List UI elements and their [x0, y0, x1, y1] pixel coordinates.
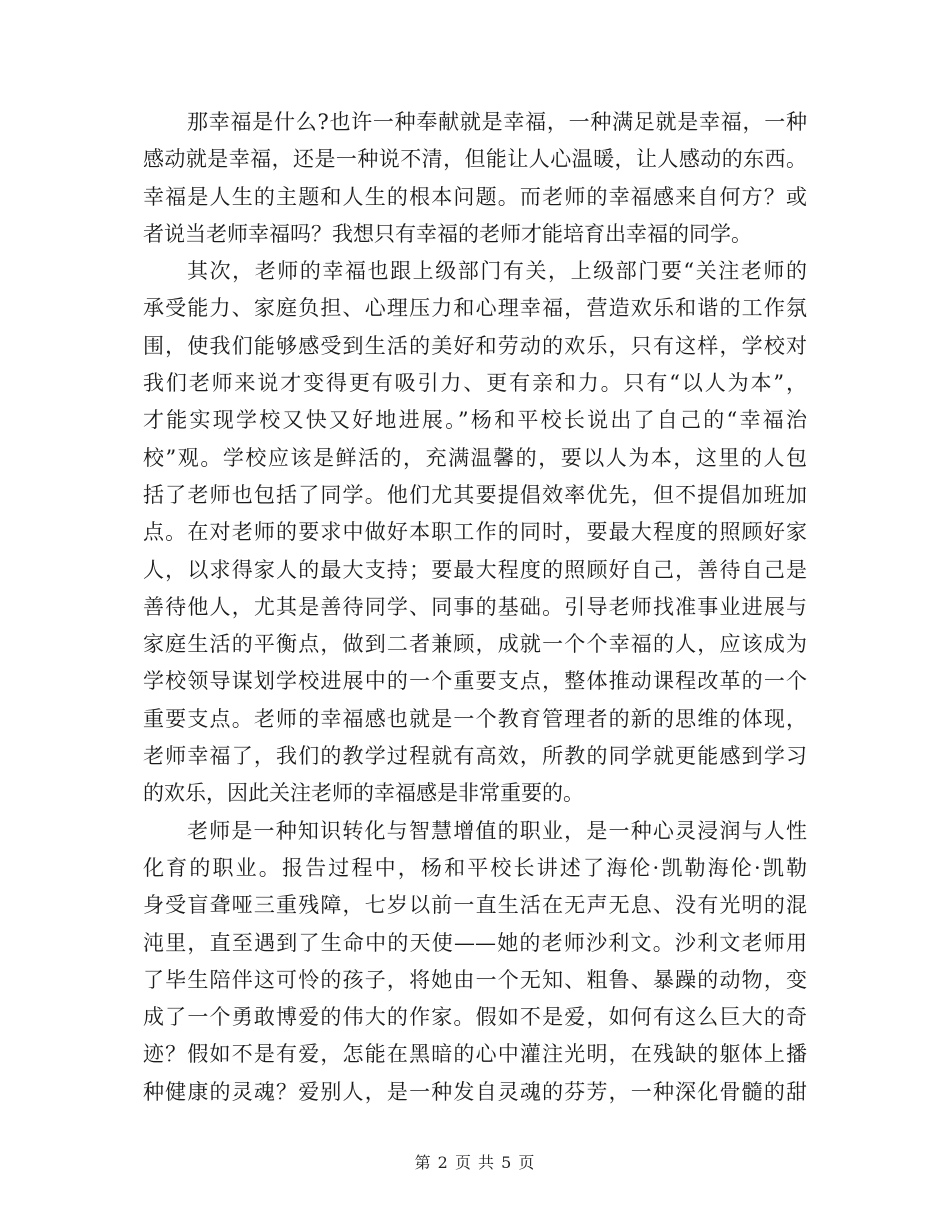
text-line: 感动就是幸福，还是一种说不清，但能让人心温暖，让人感动的东西。: [143, 147, 807, 172]
document-body: [143, 104, 807, 1111]
text-line: 老师幸福了，我们的教学过程就有高效，所教的同学就更能感到学习: [143, 744, 807, 769]
text-line: 校”观。学校应该是鲜活的，充满温馨的，要以人为本，这里的人包: [143, 445, 807, 470]
paragraph-3: [143, 813, 807, 1111]
text-line: 者说当老师幸福吗？我想只有幸福的老师才能培育出幸福的同学。: [143, 221, 752, 246]
text-line: 承受能力、家庭负担、心理压力和心理幸福，营造欢乐和谐的工作氛: [143, 296, 807, 321]
text-line: 了毕生陪伴这可怜的孩子，将她由一个无知、粗鲁、暴躁的动物，变: [143, 967, 807, 992]
text-line: 重要支点。老师的幸福感也就是一个教育管理者的新的思维的体现，: [143, 706, 807, 731]
text-line: 的欢乐，因此关注老师的幸福感是非常重要的。: [143, 781, 584, 806]
text-line: 那幸福是什么?也许一种奉献就是幸福，一种满足就是幸福，一种: [187, 110, 807, 134]
text-line: 成了一个勇敢博爱的伟大的作家。假如不是爱，如何有这么巨大的奇: [143, 1005, 807, 1030]
text-line: 围，使我们能够感受到生活的美好和劳动的欢乐，只有这样，学校对: [143, 333, 807, 358]
text-line: 化育的职业。报告过程中，杨和平校长讲述了海伦·凯勒海伦·凯勒: [143, 855, 807, 880]
text-line: 人，以求得家人的最大支持；要最大程度的照顾好自己，善待自己是: [143, 557, 807, 582]
text-line: 迹？假如不是有爱，怎能在黑暗的心中灌注光明，在残缺的躯体上播: [143, 1042, 807, 1067]
text-line: 种健康的灵魂？爱别人，是一种发自灵魂的芬芳，一种深化骨髓的甜: [143, 1079, 807, 1104]
text-line: 才能实现学校又快又好地进展。”杨和平校长说出了自己的“幸福治: [143, 408, 807, 433]
text-line: 我们老师来说才变得更有吸引力、更有亲和力。只有“以人为本”，: [143, 371, 807, 396]
text-line: 善待他人，尤其是善待同学、同事的基础。引导老师找准事业进展与: [143, 594, 807, 619]
text-line: 学校领导谋划学校进展中的一个重要支点，整体推动课程改革的一个: [143, 669, 807, 694]
paragraph-2: [143, 253, 807, 812]
text-line: 老师是一种知识转化与智慧增值的职业，是一种心灵浸润与人性: [187, 818, 807, 843]
paragraph-1: [143, 104, 807, 253]
text-line: 身受盲聋哑三重残障，七岁以前一直生活在无声无息、没有光明的混: [143, 893, 807, 918]
text-line: 其次，老师的幸福也跟上级部门有关，上级部门要“关注老师的: [187, 259, 807, 284]
text-line: 幸福是人生的主题和人生的根本问题。而老师的幸福感来自何方？或: [143, 184, 807, 209]
text-line: 家庭生活的平衡点，做到二者兼顾，成就一个个幸福的人，应该成为: [143, 632, 807, 657]
text-line: 括了老师也包括了同学。他们尤其要提倡效率优先，但不提倡加班加: [143, 482, 807, 507]
text-line: 点。在对老师的要求中做好本职工作的同时，要最大程度的照顾好家: [143, 520, 807, 545]
page-number-footer: 第 2 页 共 5 页: [414, 1153, 536, 1172]
text-line: 沌里，直至遇到了生命中的天使——她的老师沙利文。沙利文老师用: [143, 930, 807, 955]
